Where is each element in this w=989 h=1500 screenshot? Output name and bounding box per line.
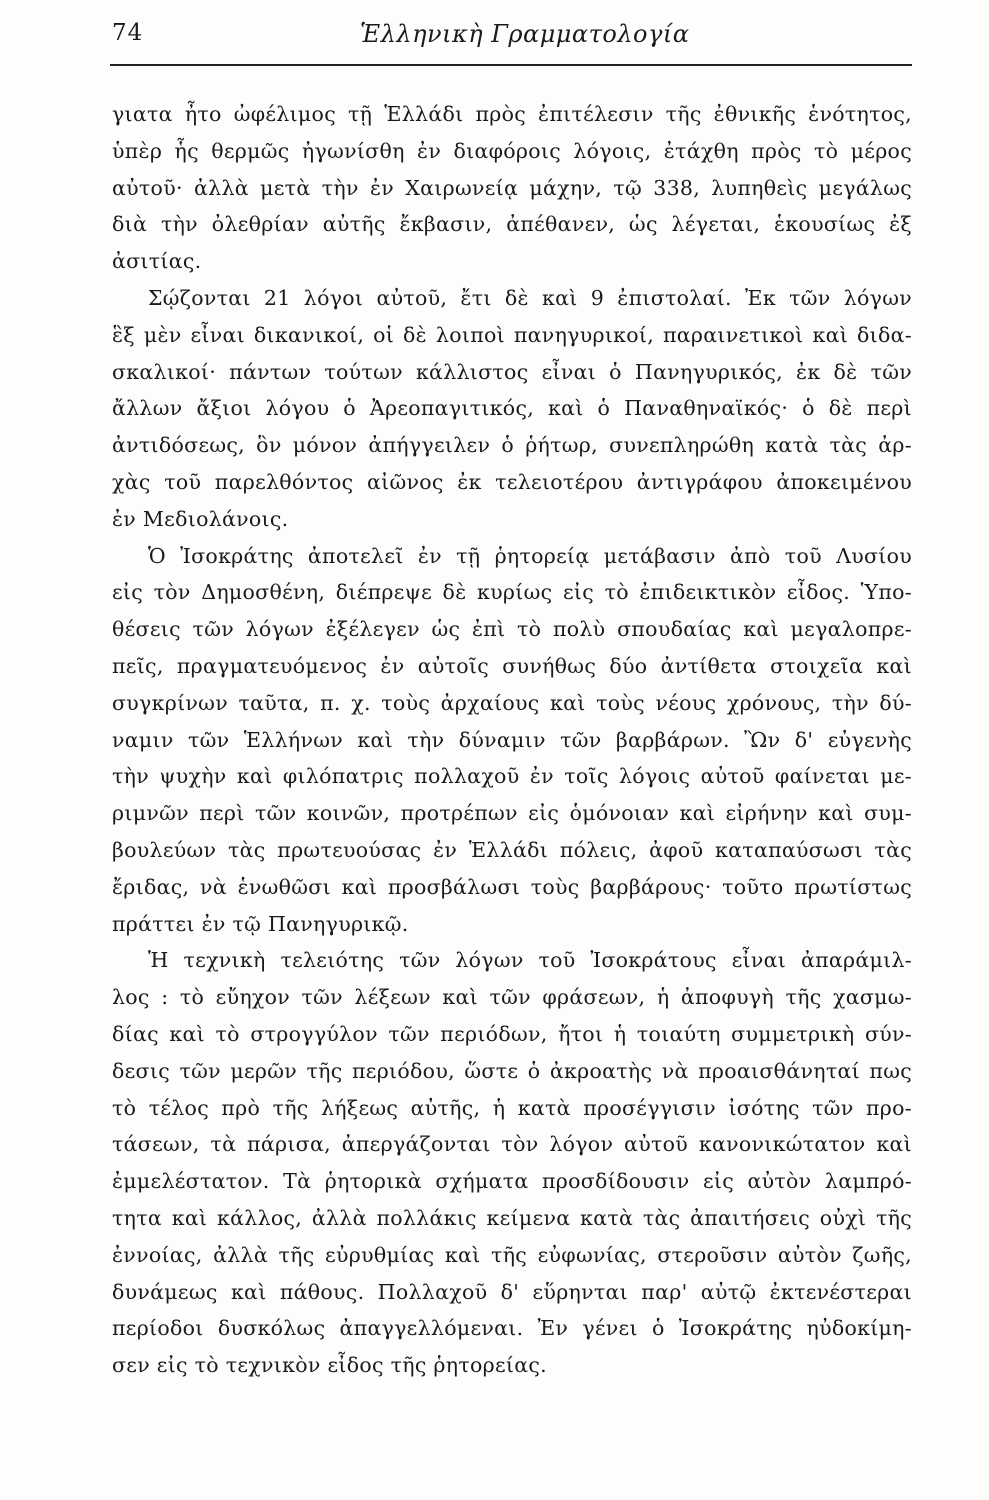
text-line: ἓξ μὲν εἶναι δικανικοί, οἱ δὲ λοιποὶ πανηγυρικοί, παραινετικοὶ καὶ διδα- [112, 322, 912, 347]
text-line: Σῴζονται 21 λόγοι αὐτοῦ, ἔτι δὲ καὶ 9 ἐπιστολαί. Ἐκ τῶν λόγων [148, 285, 912, 310]
text-line: σεν εἰς τὸ τεχνικὸν εἶδος τῆς ῥητορείας. [112, 1353, 547, 1378]
text-line: ναμιν τῶν Ἑλλήνων καὶ τὴν δύναμιν τῶν βαρβάρων. Ὢν δ' εὐγενὴς [112, 727, 912, 752]
text-line: λος : τὸ εὔηχον τῶν λέξεων καὶ τῶν φράσεων, ἡ ἀποφυγὴ τῆς χασμω- [112, 985, 912, 1010]
header-rule [110, 64, 912, 66]
text-line: εἰς τὸν Δημοσθένη, διέπρεψε δὲ κυρίως εἰς τὸ ἐπιδεικτικὸν εἶδος. Ὑπο- [112, 580, 912, 605]
text-line: δίας καὶ τὸ στρογγύλον τῶν περιόδων, ἤτοι ἡ τοιαύτη συμμετρικὴ σύν- [112, 1021, 912, 1046]
running-title: Ἑλληνικὴ Γραμματολογία [360, 20, 690, 48]
text-line: χὰς τοῦ παρελθόντος αἰῶνος ἐκ τελειοτέρου ἀντιγράφου ἀποκειμένου [112, 469, 912, 494]
text-line: περίοδοι δυσκόλως ἀπαγγελλόμεναι. Ἐν γένει ὁ Ἰσοκράτης ηὐδοκίμη- [112, 1316, 912, 1341]
text-line: Ἡ τεχνικὴ τελειότης τῶν λόγων τοῦ Ἰσοκράτους εἶναι ἀπαράμιλ- [148, 948, 912, 973]
text-line: ἐμμελέστατον. Τὰ ῥητορικὰ σχήματα προσδίδουσιν εἰς αὐτὸν λαμπρό- [112, 1169, 912, 1194]
text-line: ἄλλων ἄξιοι λόγου ὁ Ἀρεοπαγιτικός, καὶ ὁ Παναθηναϊκός· ὁ δὲ περὶ [112, 396, 912, 421]
text-line: ἔριδας, νὰ ἑνωθῶσι καὶ προσβάλωσι τοὺς βαρβάρους· τοῦτο πρωτίστως [112, 874, 912, 899]
text-line: τὸ τέλος πρὸ τῆς λήξεως αὐτῆς, ἡ κατὰ προσέγγισιν ἰσότης τῶν προ- [112, 1095, 912, 1120]
body-text [112, 96, 912, 1384]
text-line: συγκρίνων ταῦτα, π. χ. τοὺς ἀρχαίους καὶ τοὺς νέους χρόνους, τὴν δύ- [112, 690, 912, 715]
text-line: βουλεύων τὰς πρωτευούσας ἐν Ἑλλάδι πόλεις, ἀφοῦ καταπαύσωσι τὰς [112, 837, 912, 862]
text-line: ριμνῶν περὶ τῶν κοινῶν, προτρέπων εἰς ὁμόνοιαν καὶ εἰρήνην καὶ συμ- [112, 801, 912, 826]
text-line: γιατα ἦτο ὠφέλιμος τῇ Ἑλλάδι πρὸς ἐπιτέλεσιν τῆς ἐθνικῆς ἑνότητος, [112, 102, 912, 126]
text-line: ἀσιτίας. [112, 249, 202, 274]
text-line: τὴν ψυχὴν καὶ φιλόπατρις πολλαχοῦ ἐν τοῖς λόγοις αὐτοῦ φαίνεται με- [112, 764, 912, 789]
text-line: πεῖς, πραγματευόμενος ἐν αὐτοῖς συνήθως δύο ἀντίθετα στοιχεῖα καὶ [112, 653, 912, 678]
text-line: τάσεων, τὰ πάρισα, ἀπεργάζονται τὸν λόγον αὐτοῦ κανονικώτατον καὶ [112, 1132, 912, 1157]
text-line: τητα καὶ κάλλος, ἀλλὰ πολλάκις κείμενα κατὰ τὰς ἀπαιτήσεις οὐχὶ τῆς [112, 1205, 912, 1230]
text-line: δυνάμεως καὶ πάθους. Πολλαχοῦ δ' εὕρηνται παρ' αὐτῷ ἐκτενέστεραι [112, 1279, 912, 1304]
running-head [112, 18, 912, 58]
text-line: δεσις τῶν μερῶν τῆς περιόδου, ὥστε ὁ ἀκροατὴς νὰ προαισθάνηταί πως [112, 1058, 912, 1083]
text-line: πράττει ἐν τῷ Πανηγυρικῷ. [112, 911, 409, 936]
page-number: 74 [112, 20, 144, 46]
text-line: αὐτοῦ· ἀλλὰ μετὰ τὴν ἐν Χαιρωνείᾳ μάχην, τῷ 338, λυπηθεὶς μεγάλως [112, 175, 912, 200]
text-line: ἀντιδόσεως, ὃν μόνον ἀπήγγειλεν ὁ ῥήτωρ, συνεπληρώθη κατὰ τὰς ἀρ- [112, 433, 912, 458]
text-line: Ὁ Ἰσοκράτης ἀποτελεῖ ἐν τῇ ῥητορείᾳ μετάβασιν ἀπὸ τοῦ Λυσίου [148, 543, 912, 568]
text-line: ἐν Μεδιολάνοις. [112, 506, 289, 531]
text-line: θέσεις τῶν λόγων ἐξέλεγεν ὡς ἐπὶ τὸ πολὺ σπουδαίας καὶ μεγαλοπρε- [112, 617, 912, 642]
text-line: διὰ τὴν ὀλεθρίαν αὐτῆς ἔκβασιν, ἀπέθανεν, ὡς λέγεται, ἑκουσίως ἐξ [112, 212, 912, 237]
text-line: σκαλικοί· πάντων τούτων κάλλιστος εἶναι ὁ Πανηγυρικός, ἐκ δὲ τῶν [112, 359, 912, 384]
text-line: ἐννοίας, ἀλλὰ τῆς εὐρυθμίας καὶ τῆς εὐφωνίας, στεροῦσιν αὐτὸν ζωῆς, [112, 1242, 912, 1267]
text-line: ὑπὲρ ἧς θερμῶς ἠγωνίσθη ἐν διαφόροις λόγοις, ἐτάχθη πρὸς τὸ μέρος [112, 138, 912, 163]
